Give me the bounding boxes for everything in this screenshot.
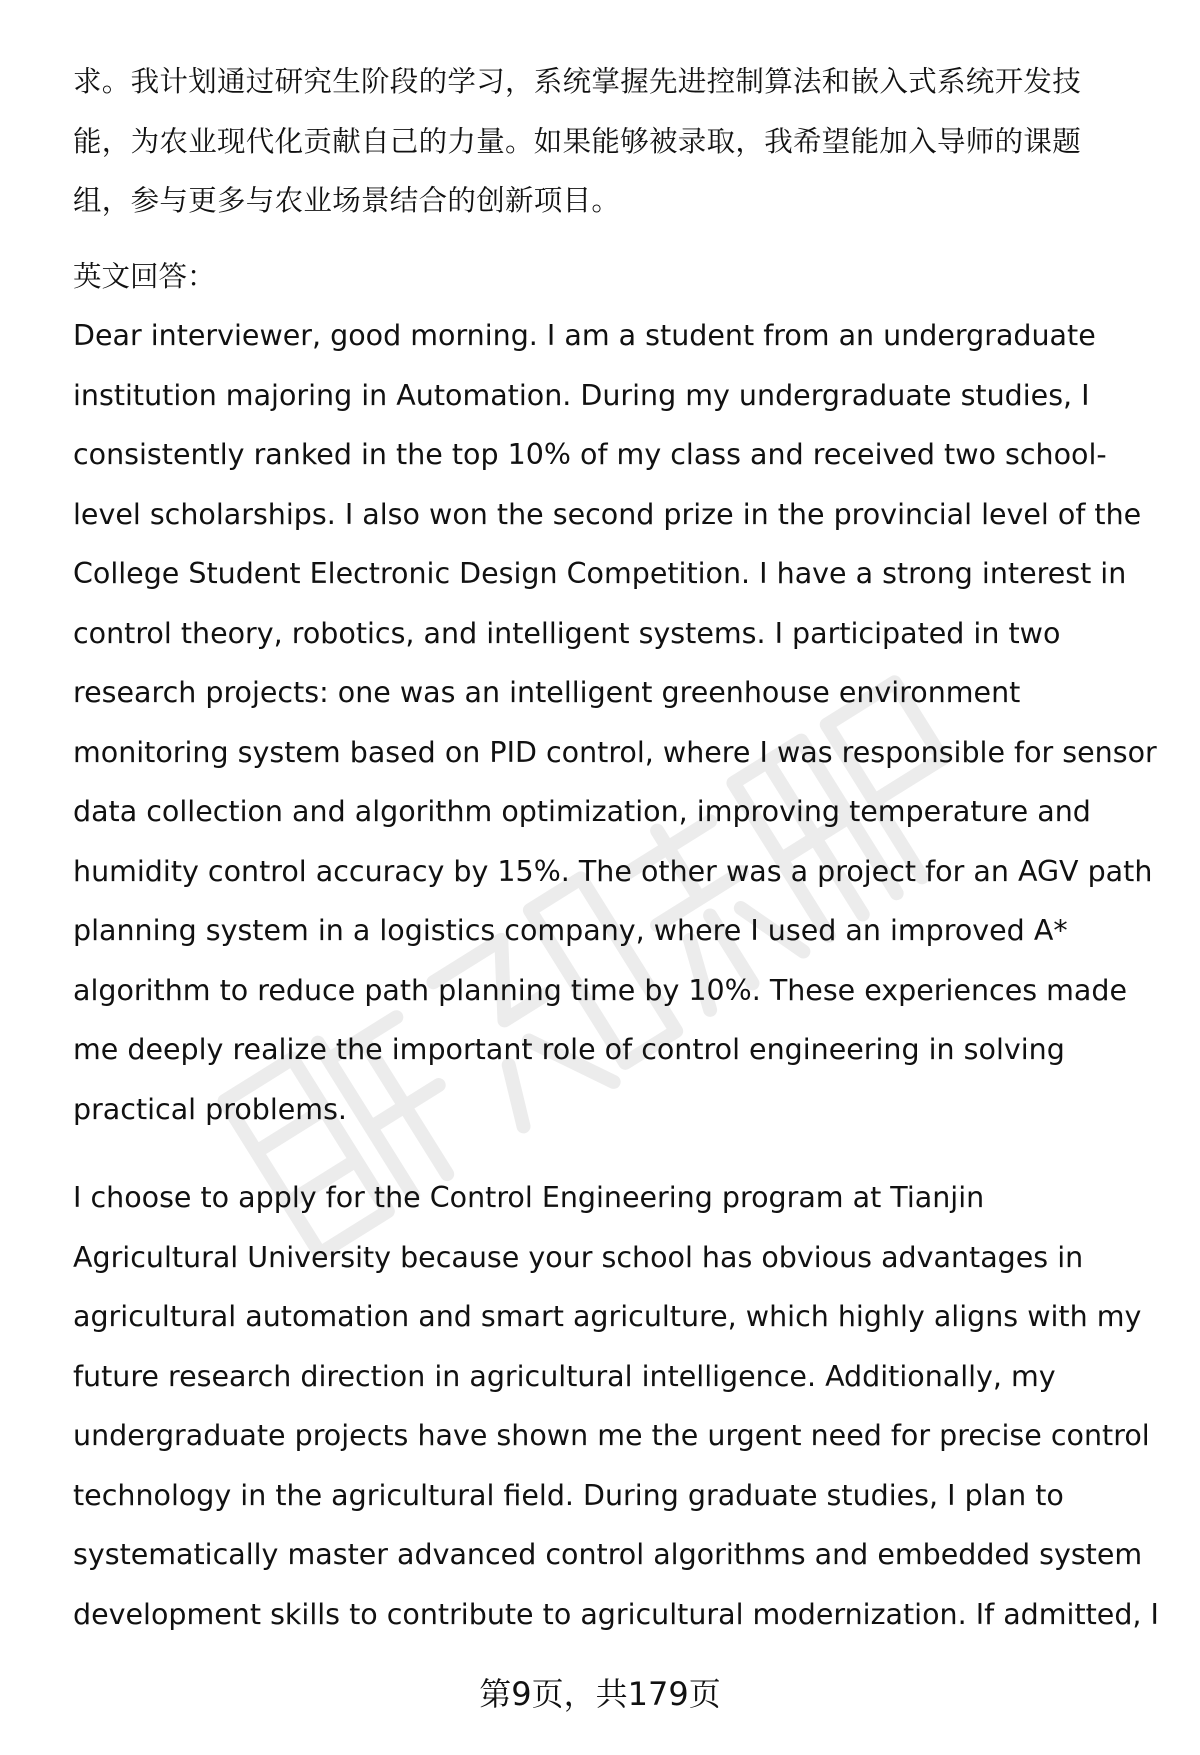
english-paragraph-1 xyxy=(73,306,1163,1139)
text-line: systematically master advanced control algorithms and embedded system xyxy=(73,1538,1143,1571)
text-line: future research direction in agricultural intelligence. Additionally, my xyxy=(73,1359,1056,1393)
english-answer-label: 英文回答： xyxy=(73,259,216,293)
text-line: planning system in a logistics company, where I used an improved A* xyxy=(73,914,1068,947)
text-line: research projects: one was an intelligent greenhouse environment xyxy=(73,676,1021,709)
text-line: practical problems. xyxy=(73,1092,347,1126)
text-line: I choose to apply for the Control Engineering program at Tianjin xyxy=(73,1181,985,1214)
text-line: College Student Electronic Design Competition. I have a strong interest in xyxy=(73,557,1127,590)
text-line: me deeply realize the important role of control engineering in solving xyxy=(73,1033,1065,1066)
text-line: data collection and algorithm optimization, improving temperature and xyxy=(73,795,1091,828)
chinese-paragraph xyxy=(73,52,1163,231)
text-line: technology in the agricultural field. During graduate studies, I plan to xyxy=(73,1478,1064,1512)
text-line: algorithm to reduce path planning time by 10%. These experiences made xyxy=(73,973,1127,1007)
text-line: institution majoring in Automation. During my undergraduate studies, I xyxy=(73,378,1090,412)
text-line: humidity control accuracy by 15%. The other was a project for an AGV path xyxy=(73,854,1153,888)
text-line: agricultural automation and smart agriculture, which highly aligns with my xyxy=(73,1300,1142,1333)
paragraph-spacer xyxy=(73,231,1163,247)
text-line: level scholarships. I also won the second prize in the provincial level of the xyxy=(73,497,1142,531)
document-body xyxy=(73,52,1163,1644)
text-line: development skills to contribute to agricultural modernization. If admitted, I xyxy=(73,1597,1159,1631)
paragraph-spacer xyxy=(73,1139,1163,1168)
text-line: Agricultural University because your school has obvious advantages in xyxy=(73,1240,1084,1274)
chinese-line: 组，参与更多与农业场景结合的创新项目。 xyxy=(73,184,621,217)
chinese-line: 求。我计划通过研究生阶段的学习，系统掌握先进控制算法和嵌入式系统开发技 xyxy=(73,65,1082,98)
text-line: consistently ranked in the top 10% of my class and received two school- xyxy=(73,438,1107,471)
text-line: control theory, robotics, and intelligent systems. I participated in two xyxy=(73,616,1061,650)
page-indicator: 第9页，共179页 xyxy=(479,1675,721,1713)
text-line: monitoring system based on PID control, where I was responsible for sensor xyxy=(73,735,1157,769)
text-line: Dear interviewer, good morning. I am a student from an undergraduate xyxy=(73,319,1096,352)
chinese-line: 能，为农业现代化贡献自己的力量。如果能够被录取，我希望能加入导师的课题 xyxy=(73,124,1082,158)
text-line: undergraduate projects have shown me the urgent need for precise control xyxy=(73,1419,1150,1452)
english-paragraph-2 xyxy=(73,1168,1163,1644)
